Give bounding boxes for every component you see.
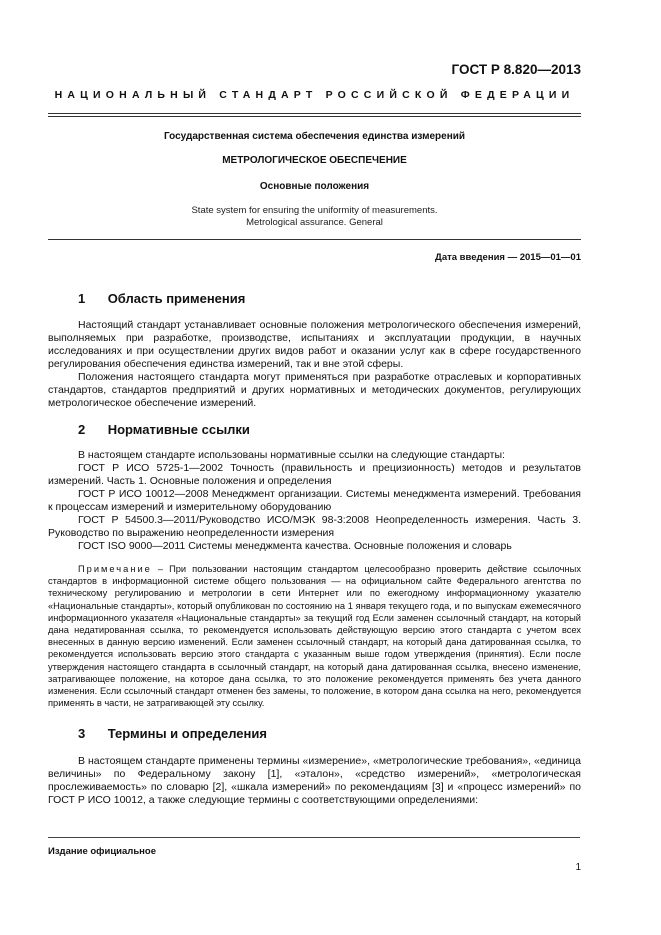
section-2-body: [48, 449, 581, 553]
paragraph: В настоящем стандарте применены термины «измерение», «метрологические требования», «единица величины» по Федеральному закону [1], «эталон», «средство измерений», «метрологическая прослеживаемость» по словарю [2], «шкала измерений» по рекомендациям [3] и «процесс измерений» по ГОСТ Р ИСО 10012, а также следующие термины с соответствующими определениями:: [48, 755, 581, 806]
header-rule-top: [48, 113, 581, 114]
section-2-heading: [78, 421, 250, 439]
section-number: 1: [78, 291, 86, 306]
note-label: Примечание: [78, 564, 152, 574]
footer-rule: [48, 837, 580, 838]
standard-subtitle: Основные положения: [259, 181, 370, 192]
title-rule: [48, 239, 581, 240]
english-title-line2: Metrological assurance. General: [246, 217, 383, 228]
reference-entry: ГОСТ Р ИСО 10012—2008 Менеджмент организации. Системы менеджмента измерений. Требования к процессам измерений и измерительному оборудованию: [48, 488, 581, 513]
system-title: Государственная система обеспечения единства измерений: [163, 131, 466, 142]
edition-label: Издание официальное: [48, 846, 156, 857]
standard-title: МЕТРОЛОГИЧЕСКОЕ ОБЕСПЕЧЕНИЕ: [222, 155, 407, 166]
page-number: 1: [575, 862, 581, 873]
section-number: 3: [78, 726, 86, 741]
note-block: [48, 563, 581, 709]
paragraph: Настоящий стандарт устанавливает основные положения метрологического обеспечения измерений, выполняемых при разработке, производстве, испытаниях и эксплуатации продукции, в научных исследованиях и при осуществлении других видов работ и оказании услуг как в сфере государственного регулирования обеспечения единства измерений, так и вне этой сферы.: [48, 319, 581, 370]
note-text: – При пользовании настоящим стандартом целесообразно проверить действие ссылочных стандартов в информационной системе общего пользования — на официальном сайте Федерального агентства по техническому регулированию и метрологии в сети Интернет или по ежегодному информационному указателю «Национальные стандарты», который опубликован по состоянию на 1 января текущего года, и по выпускам ежемесячного информационного указателя «Национальные стандарты» за текущий год Если заменен ссылочный стандарт, на который дана недатированная ссылка, то рекомендуется использовать действующую версию этого стандарта с учетом всех внесенных в данную версию изменений. Если заменен ссылочный стандарт, на который дана датированная ссылка, то рекомендуется использовать версию этого стандарта с указанным выше годом утверждения (принятия). Если после утверждения настоящего стандарта в ссылочный стандарт, на который дана датированная ссылка, внесено изменение, затрагивающее положение, на которое дана ссылка, то это положение рекомендуется применять без учета данного изменения. Если ссылочный стандарт отменен без замены, то положение, в котором дана ссылка на него, рекомендуется применять в части, не затрагивающей эту ссылку.: [48, 564, 581, 709]
section-number: 2: [78, 422, 86, 437]
section-title: Нормативные ссылки: [107, 422, 250, 437]
reference-entry: ГОСТ ISO 9000—2011 Системы менеджмента качества. Основные положения и словарь: [78, 540, 512, 552]
reference-entry: ГОСТ Р 54500.3—2011/Руководство ИСО/МЭК 98-3:2008 Неопределенность измерения. Часть 3. Руководство по выражению неопределенности измерения: [48, 514, 581, 539]
header-rule-bottom: [48, 116, 581, 117]
english-title: [48, 205, 581, 229]
section-3-body: [48, 755, 581, 807]
paragraph: В настоящем стандарте использованы нормативные ссылки на следующие стандарты:: [78, 449, 505, 461]
section-1-body: [48, 319, 581, 410]
english-title-line1: State system for ensuring the uniformity of measurements.: [191, 205, 438, 216]
section-title: Термины и определения: [107, 726, 267, 741]
section-1-heading: [78, 290, 245, 308]
paragraph: Положения настоящего стандарта могут применяться при разработке отраслевых и корпоративных стандартов, стандартов предприятий и других нормативных и методических документов, регулирующих метрологическое обеспечение измерений.: [48, 371, 581, 409]
section-title: Область применения: [107, 291, 246, 306]
effective-date: Дата введения — 2015—01—01: [435, 252, 581, 263]
reference-entry: ГОСТ Р ИСО 5725-1—2002 Точность (правильность и прецизионность) методов и результатов измерений. Часть 1. Основные положения и определения: [48, 462, 581, 487]
section-3-heading: [78, 725, 267, 743]
document-code: ГОСТ Р 8.820—2013: [451, 62, 581, 77]
national-standard-heading: НАЦИОНАЛЬНЫЙ СТАНДАРТ РОССИЙСКОЙ ФЕДЕРАЦИИ: [54, 89, 575, 101]
